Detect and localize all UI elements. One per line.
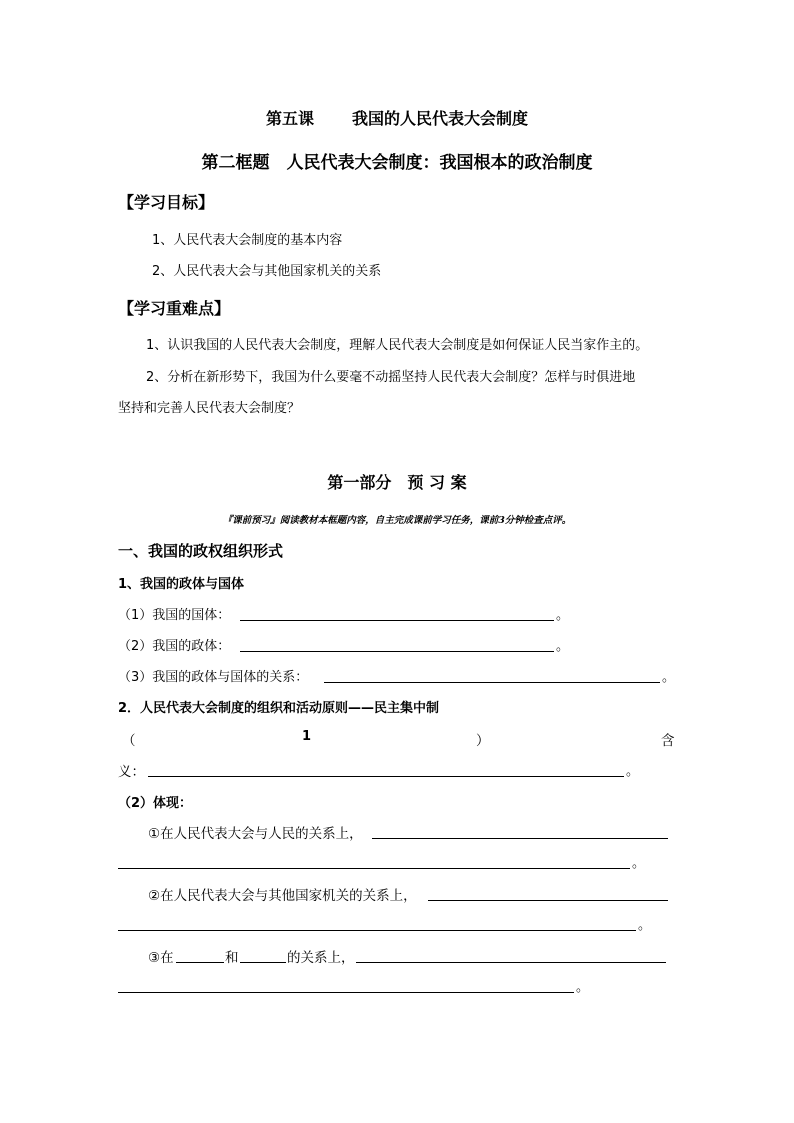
goal-item: 2、人民代表大会与其他国家机关的关系 (152, 264, 382, 279)
answer-blank[interactable] (118, 992, 574, 993)
paren-open: （ (122, 733, 136, 749)
goal-item: 1、人民代表大会制度的基本内容 (152, 233, 343, 248)
answer-blank[interactable] (324, 682, 660, 683)
section-heading: 一、我国的政权组织形式 (118, 542, 284, 560)
subsection-heading: 1、我国的政体与国体 (118, 577, 245, 592)
answer-blank[interactable] (148, 776, 624, 777)
embody-item-3c: 的关系上， (287, 950, 355, 966)
label-han: 含 (661, 733, 675, 749)
period: 。 (638, 918, 652, 933)
goals-heading: 【学习目标】 (118, 193, 215, 212)
part-one-title: 第一部分 预 习 案 (327, 473, 467, 492)
keypoints-heading: 【学习重难点】 (118, 299, 231, 318)
embody-item-3a: ③在 (148, 950, 174, 966)
lesson-name: 我国的人民代表大会制度 (352, 109, 529, 128)
answer-blank[interactable] (118, 930, 636, 931)
answer-blank[interactable] (356, 962, 666, 963)
lesson-number: 第五课 (265, 109, 314, 128)
period: 。 (632, 856, 646, 871)
embody-item-2: ②在人民代表大会与其他国家机关的关系上， (148, 888, 417, 904)
lesson-title (0, 106, 794, 129)
period: 。 (626, 764, 640, 779)
answer-blank[interactable] (240, 651, 554, 652)
paren-close: ） (476, 733, 490, 749)
keypoint-item: 1、认识我国的人民代表大会制度，理解人民代表大会制度是如何保证人民当家作主的。 (146, 338, 649, 353)
period: 。 (662, 670, 676, 685)
frame-title: 第二框题 人民代表大会制度：我国根本的政治制度 (201, 153, 593, 173)
answer-blank[interactable] (176, 962, 224, 963)
answer-blank[interactable] (428, 900, 668, 901)
embody-item-3b: 和 (225, 950, 239, 966)
preview-note: 『课前预习』阅读教材本框题内容，自主完成课前学习任务，课前3分钟检查点评。 (222, 515, 572, 526)
answer-blank[interactable] (372, 838, 668, 839)
period: 。 (576, 980, 590, 995)
item-number: 1 (302, 729, 312, 744)
answer-blank[interactable] (118, 868, 630, 869)
question-label: （2）我国的政体： (118, 639, 231, 654)
subsection-heading: 2．人民代表大会制度的组织和活动原则——民主集中制 (118, 701, 440, 716)
embody-heading: （2）体现： (118, 796, 193, 811)
keypoint-item-cont: 坚持和完善人民代表大会制度？ (118, 401, 301, 416)
period: 。 (556, 608, 570, 623)
question-label: （1）我国的国体： (118, 608, 231, 623)
answer-blank[interactable] (240, 962, 286, 963)
question-label: （3）我国的政体与国体的关系： (118, 670, 309, 685)
embody-item-1: ①在人民代表大会与人民的关系上， (148, 826, 363, 842)
period: 。 (556, 639, 570, 654)
label-yi: 义： (118, 764, 145, 780)
keypoint-item: 2、分析在新形势下，我国为什么要毫不动摇坚持人民代表大会制度？怎样与时俱进地 (146, 370, 636, 385)
answer-blank[interactable] (240, 620, 554, 621)
